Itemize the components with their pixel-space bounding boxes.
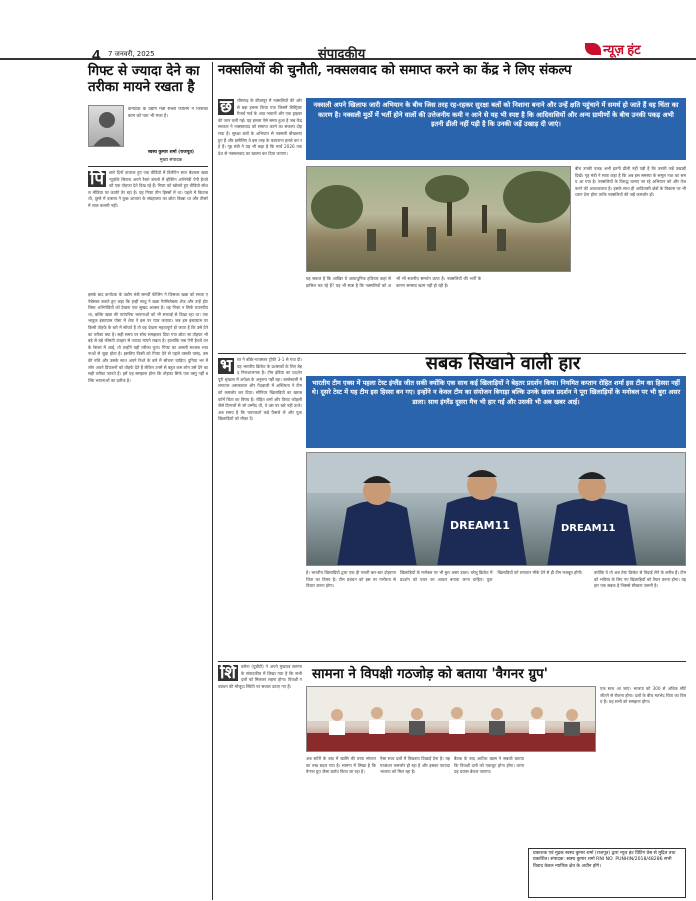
drop-cap: भ [220,357,232,376]
author-byline: स्वस्थ कुमार शर्मा (राजपूत) [147,150,195,155]
author-bio: कर्नाटक के उद्योग मंत्री सच्ची फीलिंग ने जिसका काम को पता भी मजा है। [128,107,208,119]
cricket-photo [306,452,686,566]
politicians-icon [307,687,596,752]
bottom-story-col2: अब स्टोरी के बाद में खासि की तरफ संगठन का रुख बदल गया है। सामना में लिखा है कि वैगनर ग्रुप जैसा बर्ताव किया जा रहा है। [306,756,376,775]
column-divider [212,62,213,900]
registration-text: RNI NO. PUNHIN/2018/48286 सभी विवाद केवल न्यायिक क्षेत्र के अधीन होंगे। [533,857,672,869]
imprint-box [528,848,686,898]
left-article-body [88,170,208,290]
bottom-story-col4: बैठक के बाद आतिश खास ने सबको बताया कि विपक्षी दलों को एकजुट होना होगा। वरना यह प्रयास बेकार जाएगा। [454,756,524,775]
mid-story-text: रत ने बॉर्डर-गावस्कर ट्रॉफी 3-1 से गंवा दी। यह भारतीय क्रिकेट के प्रशंसकों के लिए बेहद निराशाजनक है। टीम इंडिया का प्रदर्शन पूरी श्रृंखला में अपेक्षा के अनुरूप नहीं रहा। बल्लेबाजी में लगातार असफलता और गेंदबाजी में अस्थिरता ने टीम को कमजोर कर दिया। सीनियर खिलाड़ियों का खराब फॉर्म चिंता का विषय है। रोहित शर्मा और विराट कोहली जैसे दिग्गजों से जो उम्मीद थी, वे उस पर खरे नहीं उतरे। अब समय है कि चयनकर्ता कड़े फैसले लें और युवा खिलाड़ियों को मौका दें। [218,357,302,422]
left-body-text: छले दिनों वायरल हुए एक वीडियो में विलेटिन स्टार बेवकम खन्ना न्यूयॉर्क सिवाय अपने रैस्तां बंगलो में होस्टिंग अभिनेत्री ऐनी हैथवे को एक तोहफा देते दिख रहे हैं। गिफ्ट को खोलते हुए वीडियो सोशल मीडिया पर काफी तेर रहा है। यह गिफ्ट तीन हिस्सों में था। पहले में किताब थी, दूसरे में वास्तव ने कुछ आवारा के संग्रहालय का छोटा डिब्बा था और तीसरे में लाल कलमी नहीं। [88,170,208,208]
mid-story-col4: क्योंकि वे तो अब टेस्ट क्रिकेट से विदाई लेने के करीब हैं। टीम को भविष्य के लिए नए खिलाड़ियों को तैयार करना होगा। यह हार एक सबक है जिससे सीखना जरूरी है। [594,570,686,589]
mid-story-col1 [218,357,302,657]
top-story-col1 [218,98,302,350]
mid-story-headline: सबक सिखाने वाली हार [425,353,581,374]
divider [88,166,208,167]
top-story-headline: नक्सलियों की चुनौती, नक्सलवाद को समाप्त करने का केंद्र ने लिए संकल्प [218,63,572,78]
issue-date: 7 जनवरी, 2025 [108,50,155,58]
bottom-story-col1 [218,664,302,840]
top-story-under-photo: यह सवाल है कि आखिर ये अत्याधुनिक हथियार कहां से हासिल कर रहे हैं? यह भी स्पष्ट है कि नक्सलियों को अभी भी स्थानीय समर्थन प्राप्त है। नक्सलियों की भर्ती के कारण समस्या खत्म नहीं हो रही है। [306,276,481,288]
press-conference-photo [306,686,596,752]
cricket-players-icon [307,453,686,566]
top-story-text: त्तीसगढ़ के बीजापुर में नक्सलियों की ओर से बड़ा हमला किया गया जिसमें डिस्ट्रिक्ट रिजर्व गार्ड के आठ जवानों और एक ड्राइवर की जान चली गई। यह हमला ऐसे समय हुआ है जब केंद्र सरकार ने नक्सलवाद को समाप्त करने का संकल्प दोहराया है। सुरक्षा बलों के अभियान से नक्सली बौखलाए हुए हैं और इसीलिए वे इस तरह के कायराना हमले कर रहे हैं। गृह मंत्री ने यह भी कहा है कि मार्च 2026 तक देश से नक्सलवाद का खात्मा कर दिया जाएगा। [218,98,302,156]
logo-mark-icon [585,43,601,55]
divider [218,661,686,662]
imprint-text: प्रकाशक एवं मुद्रक स्वस्थ कुमार शर्मा (राजपूत) द्वारा न्यूज हंट प्रिंटिंग प्रेस से मुद्रित तथा प्रकाशित। संपादक: स्वस्थ कुमार शर्मा [533,851,676,863]
section-title: संपादकीय [318,47,366,62]
top-story-photo [306,166,571,272]
drop-cap: पि [90,170,105,189]
mid-story-pullquote: भारतीय टीम एक्स में पहला टेस्ट इंग्लैंड जीत सकी क्योंकि एक साथ कई खिलाड़ियों ने बेहतर प्रदर्शन किया। नियमित कप्तान रोहित शर्मा इस टीम का हिस्सा नहीं थे। दूसरे टेस्ट में यह टीम इस हिस्सा बन गए। इन्होंने न केवल टीम का संयोजन बिगाड़ा बल्कि उनके खराब प्रदर्शन ने पूरा खिलाड़ियों के मनोबल पर भी बुरा असर डाला। साथ इंग्लैंड दूसरा मैच भी हार गई और उसकी भी अब खबर आई। [306,376,686,448]
bottom-story-col5: एक साथ आ जाएं। भाजपा को 300 से अधिक सीटें जीतने से रोकना होगा। दलों के बीच मतभेद चिंता का विषय है। यह सभी को समझना होगा। [600,686,686,705]
mid-story-col2: है। भारतीय खिलाड़ियों द्वारा एक ही गलती बार-बार दोहराना चिंता का विषय है। टीम प्रबंधन को इस पर गंभीरता से विचार करना होगा। [306,570,396,589]
drop-cap: शि [220,664,236,683]
bottom-story-text: वसेना (यूबीटी) ने अपने मुखपत्र सामना के संपादकीय में लिखा गया है कि सभी दलों को मिलकर लड़ना होगा। विपक्षी गठबंधन की मौजूदा स्थिति पर सवाल उठाए गए हैं। [218,664,302,689]
person-icon [89,106,124,147]
mid-story-col3: खिलाड़ियों के मनोबल पर भी बुरा असर डाला। घरेलू क्रिकेट में प्रदर्शन को चयन का आधार बनाया जाना चाहिए। युवा खिलाड़ियों को लगातार मौके देने से ही टीम मजबूत होगी। [400,570,583,582]
bottom-story-headline: सामना ने विपक्षी गठजोड़ को बताया 'वैगनर ग्रुप' [312,666,548,682]
jersey-sponsor-text: DREAM11 [450,519,510,532]
left-article-body-2: इसके बाद कर्नाटक के उद्योग मंत्री समर्थी फीलिंग ने जिसका खन्ना को सच्चा एनेबेसडर बताते हुए कहा कि इन्हीं साधु ने खन्ना गैरसिलेबस्ट शेफ और उन्हें होटलिस्ट अभिनेत्रियों को देखना एक सुखद अवसर है। वह गिफ्ट न सिर्फ चयनपीय था, बल्कि खन्ना की पारंपरिक भावनाओं को भी सच्चाई से दिखा रहा था। एक भावुक इंस्टाग्राम पोस्ट में शेफ ने इस पर प्यार जताया। जब हम इंस्टाग्राम पर किसी तोहफे के बारे में सोचते हैं तो यह देखना महत्वपूर्ण हो जाता है कि उसे देने का तरीका क्या है। सही समय पर सोच समझकर दिया गया छोटा सा तोहफा भी बड़े से बड़े कीमती उपहार से ज्यादा मायने रखता है। हालांकि जब ऐनी हैथवे उनके रेस्तरां में आई, तो उन्होंने यही तरीका चुना। गिफ्ट का असली मतलब भावनाओं से जुड़ा होता है। इसलिए किसी को गिफ्ट देने से पहले उसकी पसंद, उसकी रुचि और उसके साथ अपने रिश्ते के बारे में सोचना चाहिए। दुनिया भर में लोग अपने प्रियजनों को तोहफे देते हैं लेकिन उनमें से बहुत कम लोग उसे देने का सही तरीका जानते हैं। हमें यह समझना होगा कि तोहफा सिर्फ एक वस्तु नहीं बल्कि भावनाओं का प्रतीक है। [88,292,208,383]
svg-text:DREAM11: DREAM11 [561,523,616,534]
top-story-right-col: बीच उनकी पकड़ अभी इतनी ढीली नहीं पड़ी है कि उनकी जड़ें उखाड़ी दिखें। गृह मंत्री ने साफ कहा है कि अब इस समस्या के समूल नाश का समय आ गया है। नक्सलियों के विरुद्ध चलाए जा रहे अभियान को और तेज करने की आवश्यकता है। इसके साथ ही आदिवासी क्षेत्रों के विकास पर भी ध्यान देना होगा ताकि नक्सलियों की जड़ें कमजोर हों। [575,166,686,198]
author-role: मुख्य संपादक [159,158,183,163]
bottom-story-col3: ऐसा साथ दलों में विखराव दिखाई देना है। यह गठबंधन कमजोर हो रहा है और इसका फायदा भाजपा को मिल रहा है। [380,756,450,775]
brand-logo [585,40,669,58]
left-article-headline: गिफ्ट से ज्यादा देने का तरीका मायने रखता है [88,63,200,95]
brand-name: न्यूज़ हंट [603,42,641,57]
forest-photo-icon [307,167,571,272]
drop-cap: छ [220,98,232,117]
page-number: 4 [92,47,101,64]
top-story-pullquote: नक्सली अपने खिलाफ जारी अभियान के बीच जिस तरह रह-रहकर सुरक्षा बलों को निशाना बनाने और उन्हें क्षति पहुंचाने में समर्थ हो जाते हैं वह चिंता का कारण है। नक्सली मुठों में भर्ती होने वालों की उत्तेजनीय कमी न आने से यह भी स्पष्ट है कि आदिवासियों और अन्य ग्रामीणों के बीच उनकी पकड़ अभी इतनी ढीली नहीं पड़ी है कि उनकी जड़ें उखाड़ दी जाएं। [306,98,686,160]
author-photo [88,105,124,147]
